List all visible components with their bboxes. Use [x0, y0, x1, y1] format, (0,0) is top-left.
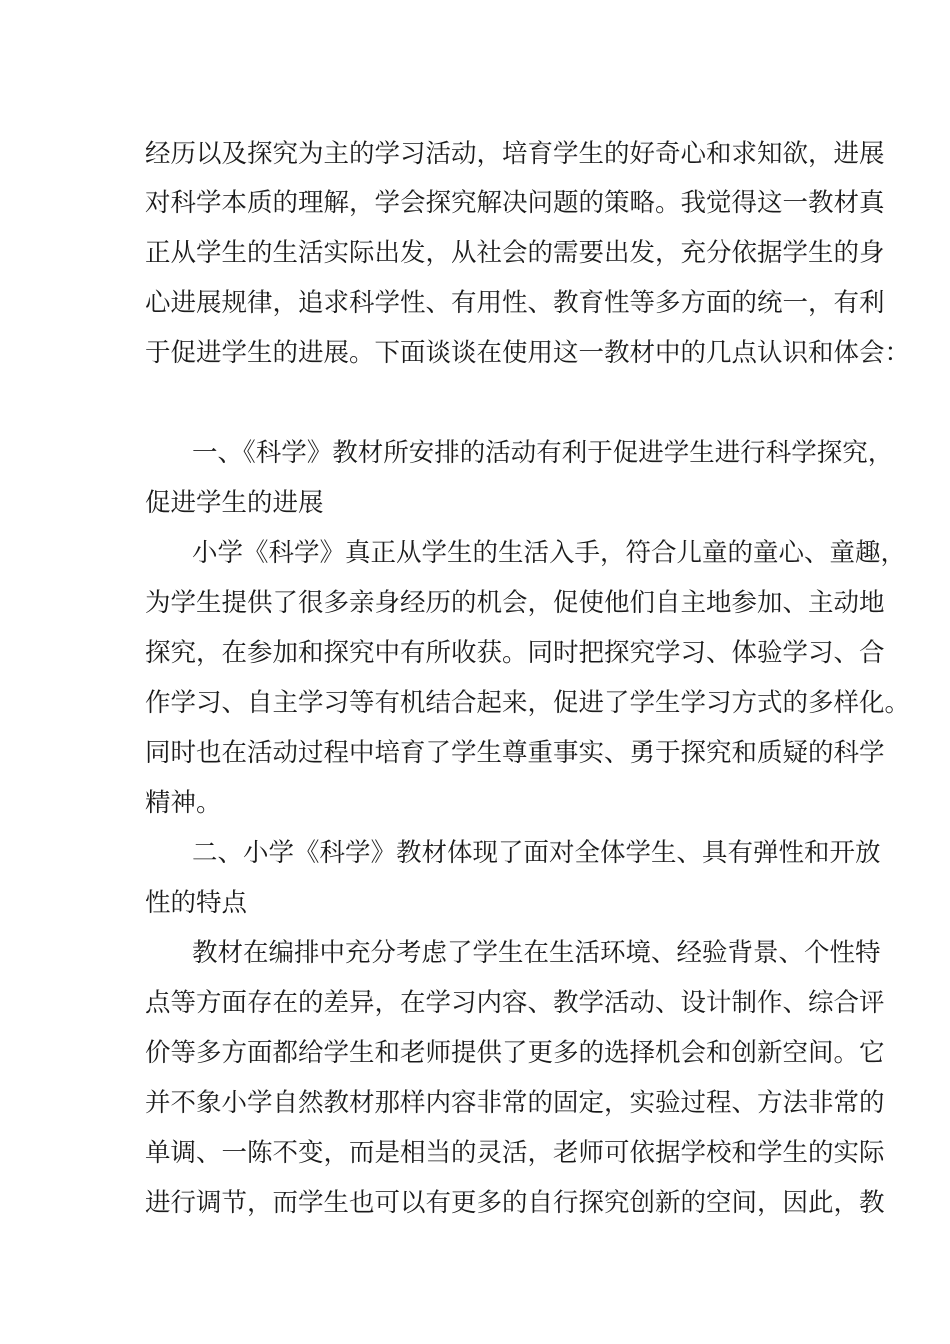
section-one-body-line: 为学生提供了很多亲身经历的机会，促使他们自主地参加、主动地: [145, 588, 885, 618]
section-one-body-line: 小学《科学》真正从学生的生活入手，符合儿童的童心、童趣，: [192, 538, 907, 568]
section-two-body-line: 点等方面存在的差异，在学习内容、教学活动、设计制作、综合评: [145, 988, 885, 1018]
section-one-body-line: 探究，在参加和探究中有所收获。同时把探究学习、体验学习、合: [145, 638, 885, 668]
paragraph-intro-line: 于促进学生的进展。下面谈谈在使用这一教材中的几点认识和体会：: [145, 338, 911, 368]
section-two-body-line: 教材在编排中充分考虑了学生在生活环境、经验背景、个性特: [192, 938, 881, 968]
section-two-body-line: 进行调节，而学生也可以有更多的自行探究创新的空间，因此，教: [145, 1188, 885, 1218]
section-two-heading-line: 性的特点: [145, 888, 248, 918]
paragraph-intro-line: 心进展规律，追求科学性、有用性、教育性等多方面的统一，有利: [145, 288, 885, 318]
section-one-body-line: 同时也在活动过程中培育了学生尊重事实、勇于探究和质疑的科学: [145, 738, 885, 768]
section-two-body-line: 单调、一陈不变，而是相当的灵活，老师可依据学校和学生的实际: [145, 1138, 885, 1168]
section-one-heading-line: 促进学生的进展: [145, 488, 324, 518]
paragraph-intro-line: 对科学本质的理解，学会探究解决问题的策略。我觉得这一教材真: [145, 188, 885, 218]
section-two-body-line: 并不象小学自然教材那样内容非常的固定，实验过程、方法非常的: [145, 1088, 885, 1118]
section-one-heading-line: 一、《科学》教材所安排的活动有利于促进学生进行科学探究，: [192, 438, 894, 468]
section-two-body-line: 价等多方面都给学生和老师提供了更多的选择机会和创新空间。它: [145, 1038, 885, 1068]
section-one-body-line: 精神。: [145, 788, 222, 818]
paragraph-intro-line: 经历以及探究为主的学习活动，培育学生的好奇心和求知欲，进展: [145, 139, 885, 169]
paragraph-intro-line: 正从学生的生活实际出发，从社会的需要出发，充分依据学生的身: [145, 238, 885, 268]
section-one-body-line: 作学习、自主学习等有机结合起来，促进了学生学习方式的多样化。: [145, 688, 911, 718]
section-two-heading-line: 二、小学《科学》教材体现了面对全体学生、具有弹性和开放: [192, 838, 881, 868]
